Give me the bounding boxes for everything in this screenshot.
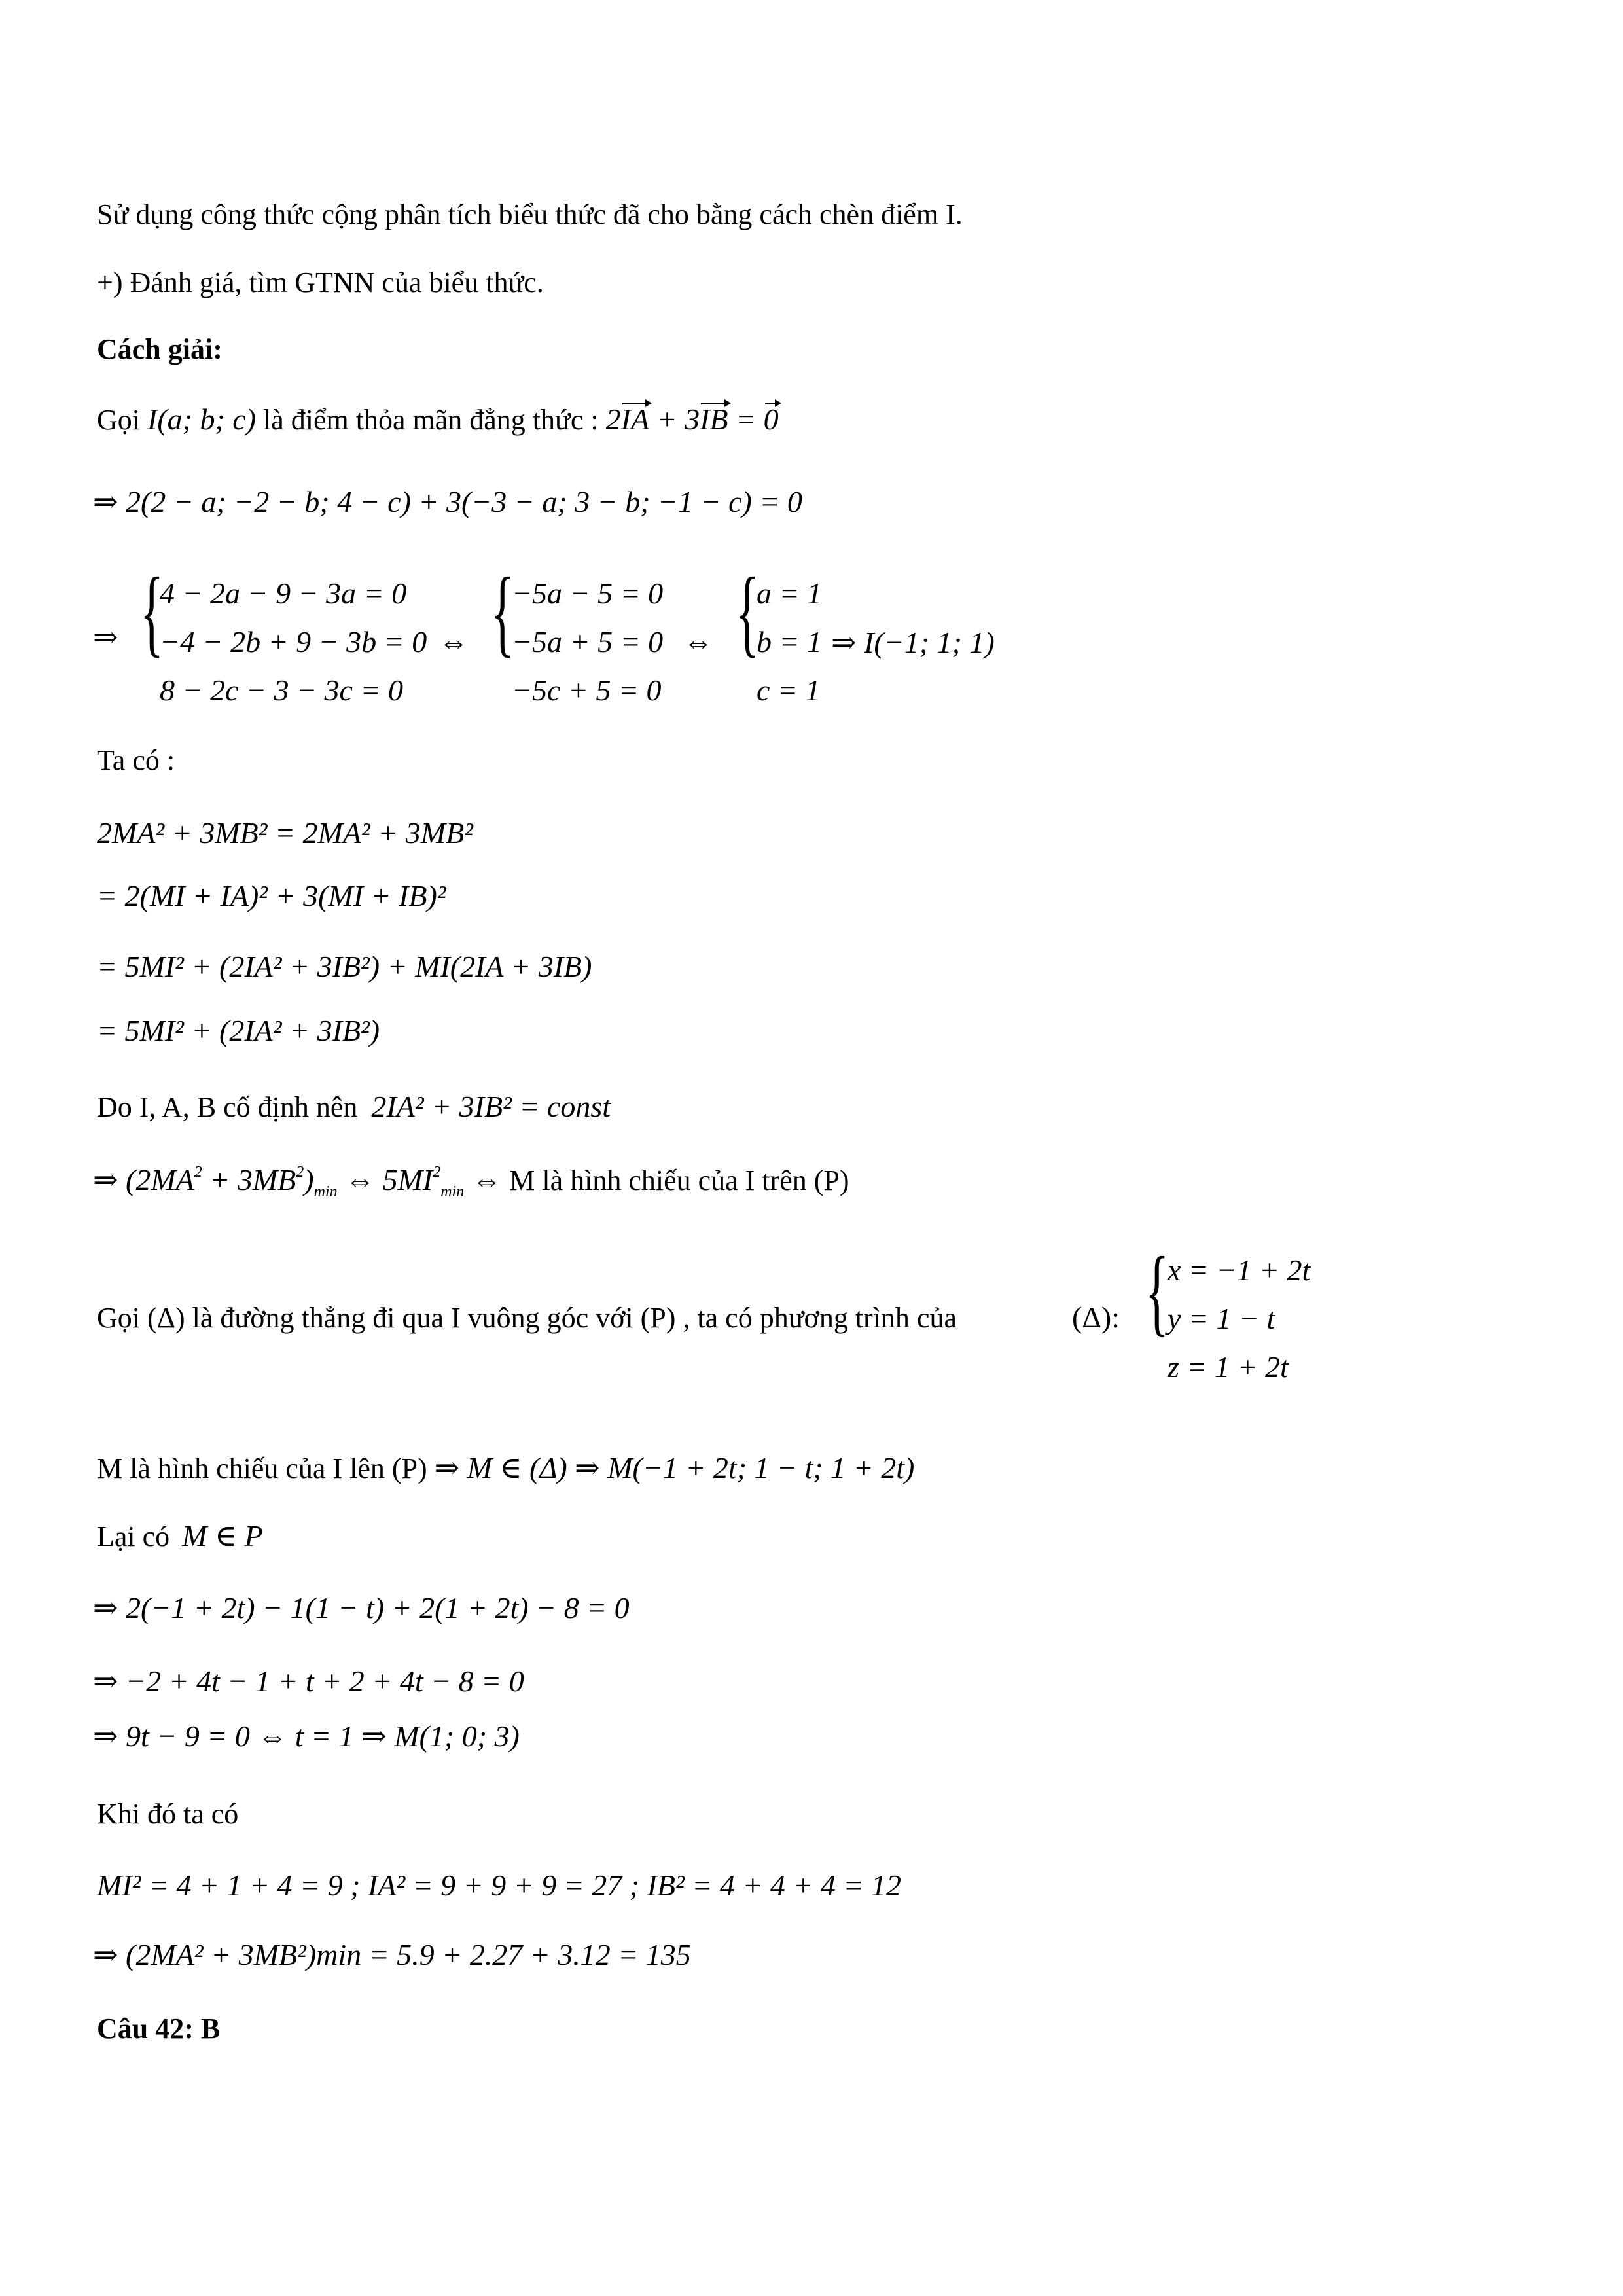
line-delta-block <box>97 1237 1340 1384</box>
vector-IA: IA <box>620 403 650 436</box>
proj-math: ⇒ M ∈ (Δ) ⇒ M(−1 + 2t; 1 − t; 1 + 2t) <box>434 1451 915 1484</box>
equiv-1: ⇔ <box>438 625 469 658</box>
goi-label: Gọi <box>97 404 140 436</box>
min-line <box>93 1163 849 1200</box>
line-z: z = 1 + 2t <box>1168 1350 1289 1384</box>
sys2-row-1: −5a − 5 = 0 <box>512 577 664 610</box>
sys2-row-2: −5a + 5 = 0 <box>512 625 664 658</box>
substitution-1: ⇒ 2(−1 + 2t) − 1(1 − t) + 2(1 + 2t) − 8 = 0 <box>93 1591 630 1624</box>
fixed-math: 2IA² + 3IB² = const <box>371 1090 611 1123</box>
equation-1: ⇒ 2(2 − a; −2 − b; 4 − c) + 3(−3 − a; 3 − b; −1 − c) = 0 <box>93 485 802 518</box>
step2-text: +) Đánh giá, tìm GTNN của biểu thức. <box>97 266 544 298</box>
next-question: Câu 42: B <box>97 2013 221 2045</box>
goi-mid-text: là điểm thỏa mãn đẳng thức : <box>263 404 599 436</box>
goi-I-line <box>97 404 779 435</box>
line-x: x = −1 + 2t <box>1168 1253 1311 1287</box>
ta-co-label: Ta có : <box>97 744 175 776</box>
I-result: ⇒ I(−1; 1; 1) <box>831 626 995 659</box>
expand-line-1: 2MA² + 3MB² = 2MA² + 3MB² <box>97 816 473 850</box>
final-result: ⇒ (2MA² + 3MB²)min = 5.9 + 2.27 + 3.12 = 135 <box>93 1938 691 1971</box>
sys3-row-1: a = 1 <box>757 577 823 610</box>
line-text: Gọi (Δ) là đường thẳng đi qua I vuông góc với (P) , ta có phương trình của <box>97 1302 957 1334</box>
sys3-row-3: c = 1 <box>757 673 821 707</box>
min-text: M là hình chiếu của I trên (P) <box>509 1164 849 1196</box>
expand-line-3: = 5MI² + (2IA² + 3IB²) + MI(2IA + 3IB) <box>97 950 592 983</box>
sys3-row-2: b = 1 <box>757 625 823 658</box>
sys2-row-3: −5c + 5 = 0 <box>512 673 662 707</box>
lai-co-line <box>97 1521 263 1551</box>
system-block <box>93 558 995 707</box>
equiv-2: ⇔ <box>683 625 713 658</box>
intro-text: Sử dụng công thức cộng phân tích biểu thức đã cho bằng cách chèn điểm I. <box>97 198 963 230</box>
expand-line-4: = 5MI² + (2IA² + 3IB²) <box>97 1014 380 1047</box>
line-y: y = 1 − t <box>1168 1302 1275 1335</box>
line-brace: { <box>1145 1237 1169 1346</box>
lai-co-math: M ∈ P <box>182 1519 263 1552</box>
substitution-3: ⇒ 9t − 9 = 0 ⇔ t = 1 ⇒ M(1; 0; 3) <box>93 1719 520 1753</box>
fixed-text: Do I, A, B cố định nên <box>97 1091 358 1123</box>
zero-vector: 0 <box>763 403 779 436</box>
substitution-2: ⇒ −2 + 4t − 1 + t + 2 + 4t − 8 = 0 <box>93 1664 524 1698</box>
min-math: ⇒ $(2MA^2 + 3MB^2)_{min}$ ⇔ $5MI^2_{min}$ ⇔ <box>93 1163 510 1200</box>
brace-1: { <box>140 558 164 666</box>
sys1-row-3: 8 − 2c − 3 − 3c = 0 <box>160 673 403 707</box>
values-line: MI² = 4 + 1 + 4 = 9 ; IA² = 9 + 9 + 9 = 27 ; IB² = 4 + 4 + 4 = 12 <box>97 1869 901 1902</box>
brace-2: { <box>491 558 514 666</box>
lai-co-text: Lại có <box>97 1520 170 1552</box>
solution-heading: Cách giải: <box>97 333 223 365</box>
vector-IB: IB <box>700 403 728 436</box>
brace-3: { <box>736 558 759 666</box>
implies-arrow: ⇒ <box>93 620 118 654</box>
line-label: (Δ): <box>1072 1300 1120 1334</box>
khi-do-text: Khi đó ta có <box>97 1798 239 1830</box>
fixed-line <box>97 1092 611 1122</box>
projection-line <box>97 1453 914 1483</box>
expand-line-2: = 2(MI + IA)² + 3(MI + IB)² <box>97 879 446 912</box>
proj-text: M là hình chiếu của I lên (P) <box>97 1452 427 1484</box>
sys1-row-2: −4 − 2b + 9 − 3b = 0 <box>160 625 427 658</box>
vector-equation: 2IA + 3IB = 0 <box>605 403 779 436</box>
point-I: I(a; b; c) <box>147 403 257 436</box>
sys1-row-1: 4 − 2a − 9 − 3a = 0 <box>160 577 407 610</box>
